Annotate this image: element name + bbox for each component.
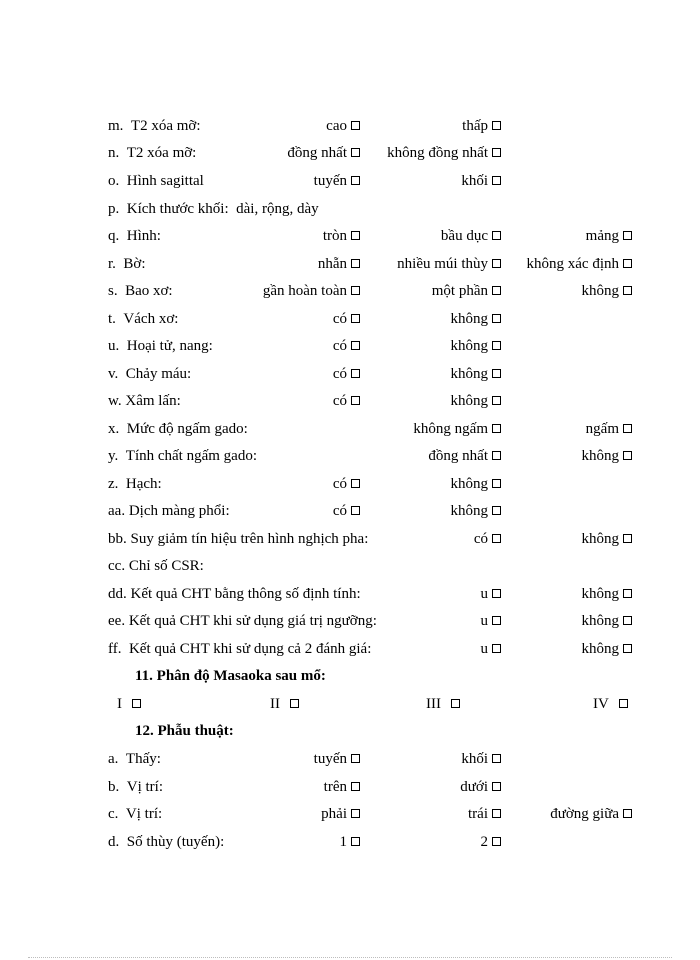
checkbox[interactable] (351, 506, 360, 515)
field-label: bb. Suy giảm tín hiệu trên hình nghịch pha: (108, 531, 369, 547)
form-row (0, 501, 700, 521)
option-text: không (450, 366, 488, 382)
option-text: cao (326, 118, 347, 134)
checkbox[interactable] (351, 341, 360, 350)
option-c1 (333, 474, 360, 494)
option-c2 (468, 804, 501, 824)
field-label: w. Xâm lấn: (108, 393, 181, 409)
section-11-title: 11. Phân độ Masaoka sau mổ: (135, 668, 326, 684)
option-text: trên (323, 779, 347, 795)
option-text: có (332, 311, 347, 327)
checkbox[interactable] (351, 754, 360, 763)
option-text: đường giữa (550, 806, 619, 822)
option-c2 (461, 749, 501, 769)
option-c2 (441, 226, 501, 246)
field-label: p. Kích thước khối: dài, rộng, dày (108, 201, 319, 217)
checkbox[interactable] (492, 148, 501, 157)
form-row (0, 419, 700, 439)
checkbox[interactable] (351, 286, 360, 295)
option-c3 (582, 529, 633, 549)
option-text: không xác định (526, 256, 619, 272)
checkbox[interactable] (492, 121, 501, 130)
checkbox[interactable] (492, 754, 501, 763)
checkbox[interactable] (623, 231, 632, 240)
option-c2 (451, 364, 502, 384)
checkbox[interactable] (351, 176, 360, 185)
option-text: một phần (431, 283, 488, 299)
form-row (0, 446, 700, 466)
form-row (0, 199, 700, 219)
option-c2 (451, 474, 502, 494)
option-c1 (333, 501, 360, 521)
option-text: có (332, 366, 347, 382)
option-text: mảng (585, 228, 619, 244)
surgery-row (0, 832, 700, 852)
option-text: không (581, 448, 619, 464)
section-12-title: 12. Phẫu thuật: (135, 723, 234, 739)
masaoka-option (593, 694, 628, 714)
checkbox[interactable] (623, 451, 632, 460)
field-label: n. T2 xóa mỡ: (108, 145, 197, 161)
option-c2 (474, 529, 501, 549)
form-row (0, 364, 700, 384)
option-c2 (432, 281, 501, 301)
field-label: t. Vách xơ: (108, 311, 179, 327)
checkbox[interactable] (492, 506, 501, 515)
section-11-row (0, 666, 700, 686)
option-c1 (323, 226, 360, 246)
field-label: o. Hình sagittal (108, 173, 204, 189)
checkbox[interactable] (623, 589, 632, 598)
option-c3 (527, 254, 632, 274)
field-label: v. Chảy máu: (108, 366, 192, 382)
option-c2 (451, 336, 502, 356)
option-c2 (413, 419, 501, 439)
option-text: u (480, 586, 488, 602)
option-text: trái (468, 806, 488, 822)
option-text: tròn (322, 228, 347, 244)
checkbox[interactable] (492, 314, 501, 323)
checkbox[interactable] (492, 809, 501, 818)
option-text: không (450, 393, 488, 409)
checkbox[interactable] (623, 286, 632, 295)
form-row (0, 171, 700, 191)
masaoka-options (0, 694, 700, 714)
form-row (0, 281, 700, 301)
option-text: u (480, 641, 488, 657)
option-c2 (451, 391, 502, 411)
option-text: không (581, 586, 619, 602)
checkbox[interactable] (351, 479, 360, 488)
option-text: không (450, 503, 488, 519)
option-text: không (581, 613, 619, 629)
form-row (0, 336, 700, 356)
option-c3 (582, 584, 633, 604)
checkbox[interactable] (619, 699, 628, 708)
field-label: q. Hình: (108, 228, 161, 244)
checkbox[interactable] (290, 699, 299, 708)
checkbox[interactable] (492, 837, 501, 846)
option-text: có (332, 393, 347, 409)
option-c2 (451, 501, 502, 521)
option-c2 (428, 446, 501, 466)
field-label: x. Mức độ ngấm gado: (108, 421, 248, 437)
option-c1 (321, 804, 360, 824)
checkbox[interactable] (623, 424, 632, 433)
option-c2 (387, 143, 501, 163)
field-label: dd. Kết quả CHT bằng thông số định tính: (108, 586, 361, 602)
option-c1 (333, 309, 360, 329)
checkbox[interactable] (492, 589, 501, 598)
masaoka-option (426, 694, 460, 714)
checkbox[interactable] (492, 396, 501, 405)
checkbox[interactable] (492, 424, 501, 433)
checkbox[interactable] (492, 534, 501, 543)
form-row (0, 391, 700, 411)
option-c1 (287, 143, 360, 163)
option-text: có (332, 476, 347, 492)
option-c1 (333, 391, 360, 411)
option-c2 (481, 611, 502, 631)
surgery-row (0, 777, 700, 797)
checkbox[interactable] (492, 286, 501, 295)
option-text: I (117, 696, 122, 712)
checkbox[interactable] (623, 259, 632, 268)
section-12-row (0, 721, 700, 741)
form-row (0, 639, 700, 659)
option-c1 (340, 832, 361, 852)
checkbox[interactable] (623, 809, 632, 818)
checkbox[interactable] (492, 644, 501, 653)
option-c2 (451, 309, 502, 329)
option-c3 (586, 226, 632, 246)
checkbox[interactable] (351, 314, 360, 323)
option-c3 (550, 804, 632, 824)
checkbox[interactable] (351, 148, 360, 157)
option-c1 (263, 281, 360, 301)
option-c3 (582, 611, 633, 631)
form-row (0, 529, 700, 549)
option-c2 (481, 832, 502, 852)
option-c2 (397, 254, 501, 274)
option-text: dưới (460, 779, 488, 795)
option-text: không đồng nhất (387, 145, 488, 161)
page-bottom-border (28, 957, 672, 958)
surgery-row (0, 804, 700, 824)
form-row (0, 116, 700, 136)
option-c2 (481, 584, 502, 604)
field-label: cc. Chỉ số CSR: (108, 558, 204, 574)
field-label: ff. Kết quả CHT khi sử dụng cả 2 đánh giá: (108, 641, 372, 657)
checkbox[interactable] (132, 699, 141, 708)
form-row (0, 474, 700, 494)
field-label: b. Vị trí: (108, 779, 163, 795)
option-c3 (582, 639, 633, 659)
option-c1 (326, 116, 360, 136)
field-label: aa. Dịch màng phổi: (108, 503, 230, 519)
option-c1 (314, 749, 360, 769)
checkbox[interactable] (623, 644, 632, 653)
field-label: c. Vị trí: (108, 806, 163, 822)
form-row (0, 226, 700, 246)
checkbox[interactable] (451, 699, 460, 708)
option-text: có (332, 338, 347, 354)
option-text: gần hoàn toàn (262, 283, 347, 299)
checkbox[interactable] (351, 259, 360, 268)
checkbox[interactable] (492, 479, 501, 488)
checkbox[interactable] (492, 231, 501, 240)
option-text: không (450, 338, 488, 354)
checkbox[interactable] (492, 451, 501, 460)
checkbox[interactable] (492, 176, 501, 185)
option-text: không ngấm (413, 421, 488, 437)
checkbox[interactable] (351, 231, 360, 240)
form-row (0, 611, 700, 631)
checkbox[interactable] (492, 259, 501, 268)
option-text: đồng nhất (287, 145, 347, 161)
option-text: ngấm (585, 421, 619, 437)
form-row (0, 584, 700, 604)
masaoka-option (270, 694, 299, 714)
surgery-row (0, 749, 700, 769)
option-text: không (450, 476, 488, 492)
option-text: tuyến (313, 751, 347, 767)
checkbox[interactable] (351, 121, 360, 130)
option-text: không (450, 311, 488, 327)
field-label: d. Số thùy (tuyến): (108, 834, 225, 850)
field-label: m. T2 xóa mỡ: (108, 118, 201, 134)
option-text: không (581, 531, 619, 547)
form-row (0, 254, 700, 274)
option-text: không (581, 283, 619, 299)
option-text: có (473, 531, 488, 547)
field-label: r. Bờ: (108, 256, 146, 272)
option-text: không (581, 641, 619, 657)
option-text: khối (461, 751, 488, 767)
option-c1 (333, 336, 360, 356)
field-label: s. Bao xơ: (108, 283, 173, 299)
checkbox[interactable] (351, 837, 360, 846)
option-text: tuyến (313, 173, 347, 189)
checkbox[interactable] (492, 782, 501, 791)
field-label: a. Thấy: (108, 751, 161, 767)
form-row (0, 556, 700, 576)
checkbox[interactable] (492, 341, 501, 350)
option-text: III (426, 696, 441, 712)
form-row (0, 143, 700, 163)
field-label: z. Hạch: (108, 476, 162, 492)
option-c1 (318, 254, 360, 274)
option-text: thấp (462, 118, 488, 134)
checkbox[interactable] (351, 396, 360, 405)
checkbox[interactable] (351, 809, 360, 818)
option-c1 (314, 171, 360, 191)
field-label: u. Hoại tử, nang: (108, 338, 213, 354)
checkbox[interactable] (492, 616, 501, 625)
option-c3 (582, 281, 633, 301)
option-text: 2 (480, 834, 488, 850)
option-c2 (461, 171, 501, 191)
option-text: nhẵn (317, 256, 347, 272)
option-text: IV (593, 696, 609, 712)
checkbox[interactable] (351, 782, 360, 791)
option-c2 (481, 639, 502, 659)
option-c3 (582, 446, 633, 466)
checkbox[interactable] (351, 369, 360, 378)
checkbox[interactable] (492, 369, 501, 378)
option-text: khối (461, 173, 488, 189)
field-label: ee. Kết quả CHT khi sử dụng giá trị ngưỡng: (108, 613, 377, 629)
option-text: bầu dục (440, 228, 488, 244)
option-c1 (333, 364, 360, 384)
option-text: u (480, 613, 488, 629)
form-row (0, 309, 700, 329)
option-text: nhiều múi thùy (397, 256, 488, 272)
option-text: 1 (339, 834, 347, 850)
option-c1 (324, 777, 360, 797)
checkbox[interactable] (623, 616, 632, 625)
masaoka-option (117, 694, 141, 714)
checkbox[interactable] (623, 534, 632, 543)
field-label: y. Tính chất ngấm gado: (108, 448, 257, 464)
option-c2 (462, 116, 501, 136)
option-text: có (332, 503, 347, 519)
option-c2 (460, 777, 501, 797)
option-c3 (586, 419, 632, 439)
option-text: II (270, 696, 280, 712)
option-text: phải (321, 806, 347, 822)
option-text: đồng nhất (428, 448, 488, 464)
